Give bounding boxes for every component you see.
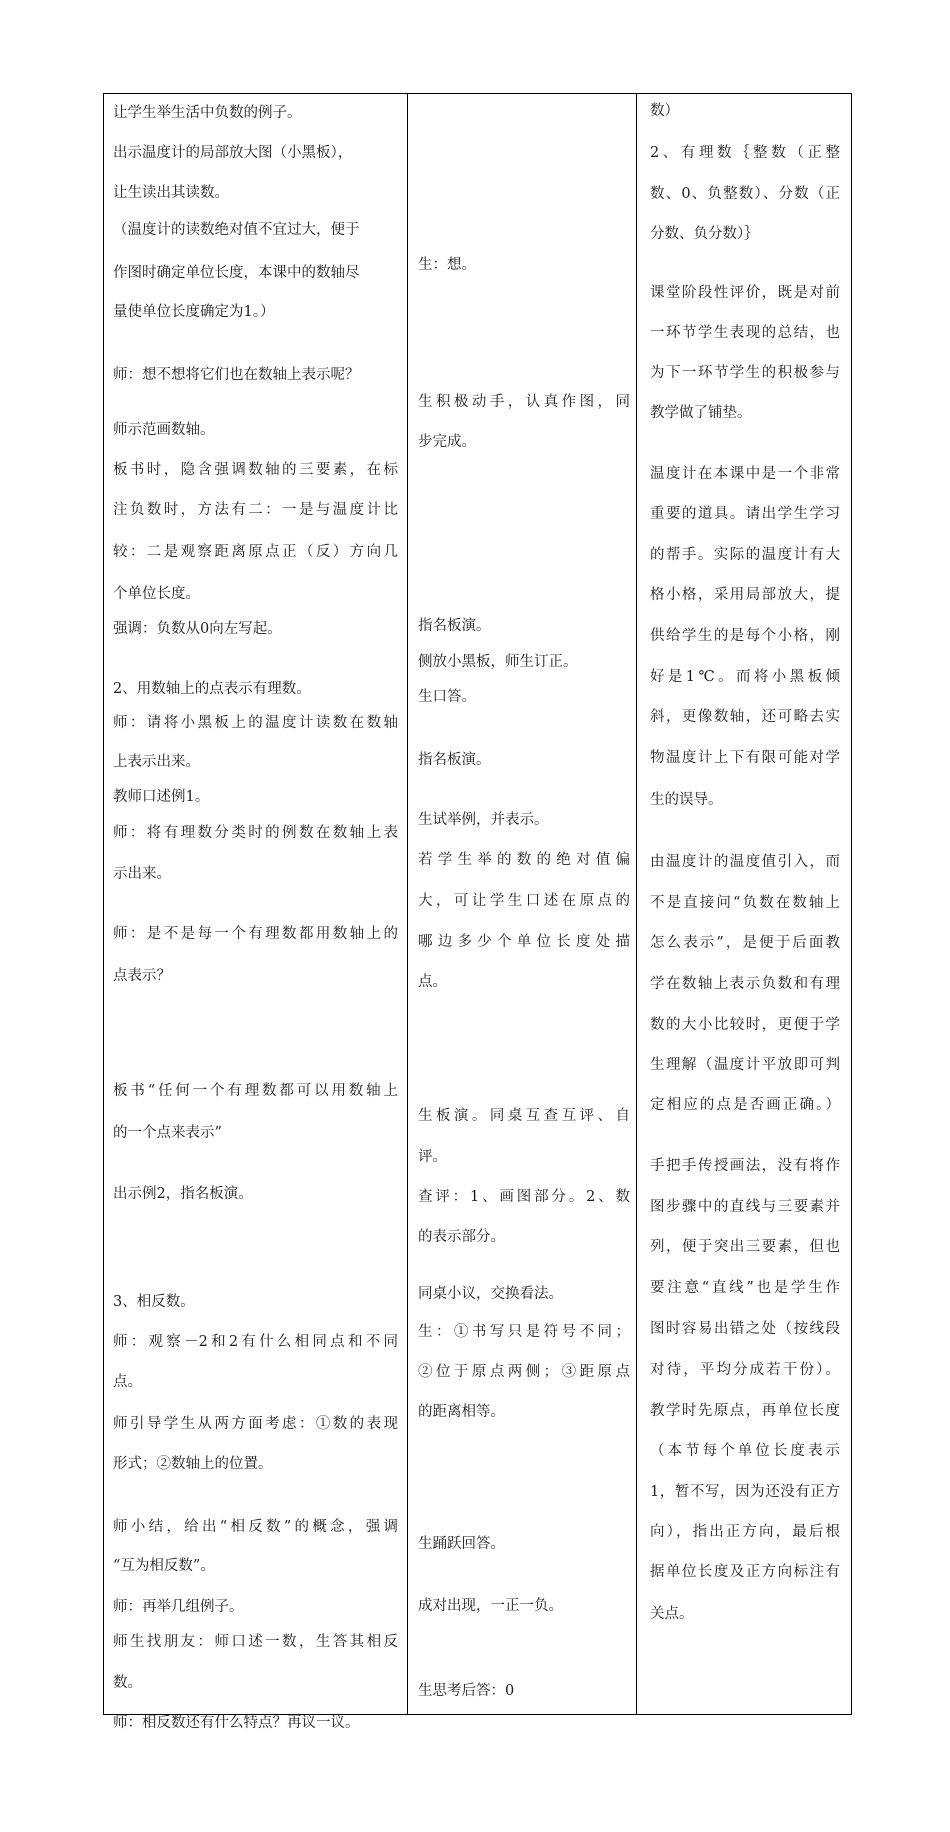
column-3-line: 一环节学生表现的总结，也 [650, 325, 840, 341]
column-1-line: “互为相反数”。 [113, 1558, 215, 1574]
column-1-line: 较：二是观察距离原点正（反）方向几 [113, 544, 398, 560]
column-3-line: 要注意“直线”也是学生作 [650, 1280, 840, 1296]
column-3-line: 温度计在本课中是一个非常 [650, 466, 840, 482]
column-3-line: 怎么表示”，是便于后面教 [650, 935, 840, 951]
column-2-line: 生思考后答：0 [418, 1683, 515, 1699]
column-3-line: 图步骤中的直线与三要素并 [650, 1199, 840, 1215]
column-2-line: 生踊跃回答。 [418, 1536, 505, 1552]
column-1-line: 让学生举生活中负数的例子。 [113, 105, 302, 121]
column-1-line: 强调：负数从0向左写起。 [113, 621, 282, 637]
column-1-line: 形式；②数轴上的位置。 [113, 1456, 273, 1472]
column-3-line: 生的误导。 [650, 792, 723, 808]
column-1-line: 注负数时，方法有二：一是与温度计比 [113, 502, 398, 518]
column-2-line: 成对出现，一正一负。 [418, 1598, 563, 1614]
column-divider-1 [407, 94, 408, 1714]
column-3-line: 好是1℃。而将小黑板倾 [650, 669, 840, 685]
column-3-line: 为下一环节学生的积极参与 [650, 365, 840, 381]
column-1-line: 出示例2，指名板演。 [113, 1186, 253, 1202]
column-1-line: 师：观察－2和2有什么相同点和不同 [113, 1334, 398, 1350]
column-3-line: 对待，平均分成若干份）。 [650, 1362, 840, 1378]
column-1-line: 师：是不是每一个有理数都用数轴上的 [113, 926, 398, 942]
column-3-line: 数） [650, 103, 679, 119]
column-2-line: 评。 [418, 1149, 447, 1165]
column-3-line: 据单位长度及正方向标注有 [650, 1564, 840, 1580]
column-2-line: 查评：1、画图部分。2、数 [418, 1189, 630, 1205]
column-1-line: 师：再举几组例子。 [113, 1599, 244, 1615]
column-1-line: 师生找朋友：师口述一数，生答其相反 [113, 1634, 398, 1650]
column-divider-2 [636, 94, 637, 1714]
column-2-line: 生积极动手，认真作图，同 [418, 394, 630, 410]
column-1-line: 师示范画数轴。 [113, 422, 215, 438]
column-3-line: 关点。 [650, 1606, 694, 1622]
column-1-line: 2、用数轴上的点表示有理数。 [113, 681, 311, 697]
column-2-line: 生试举例，并表示。 [418, 812, 549, 828]
column-3-line: 教学时先原点，再单位长度 [650, 1403, 840, 1419]
column-3-line: （本节每个单位长度表示 [650, 1443, 840, 1459]
column-2-line: 步完成。 [418, 434, 476, 450]
column-2-line: 的表示部分。 [418, 1229, 505, 1245]
column-1-line: 点表示？ [113, 968, 171, 984]
column-2-line: 生：①书写只是符号不同； [418, 1324, 630, 1340]
column-1-line: 师小结，给出“相反数”的概念，强调 [113, 1519, 398, 1535]
column-3-line: 供给学生的是每个小格，刚 [650, 628, 840, 644]
column-3-line: 教学做了铺垫。 [650, 405, 752, 421]
column-1-line: 师：相反数还有什么特点？再议一议。 [113, 1715, 360, 1731]
column-1-line: （温度计的读数绝对值不宜过大，便于 [113, 222, 360, 238]
column-2-line: 的距离相等。 [418, 1404, 505, 1420]
column-3-line: 2、有理数｛整数（正整 [650, 145, 840, 161]
column-1-line: 让生读出其读数。 [113, 185, 229, 201]
column-3-line: 数的大小比较时，更便于学 [650, 1017, 840, 1033]
column-3-line: 不是直接问“负数在数轴上 [650, 895, 840, 911]
column-3-line: 斜，更像数轴，还可略去实 [650, 709, 840, 725]
column-2-line: 同桌小议，交换看法。 [418, 1286, 563, 1302]
column-1-line: 出示温度计的局部放大图（小黑板）， [113, 145, 353, 161]
column-3-line: 的帮手。实际的温度计有大 [650, 547, 840, 563]
column-2-line: 大，可让学生口述在原点的 [418, 893, 630, 909]
column-3-line: 1，暂不写，因为还没有正方 [650, 1484, 840, 1500]
column-2-line: 生：想。 [418, 257, 476, 273]
column-1-line: 作图时确定单位长度，本课中的数轴尽 [113, 265, 360, 281]
column-1-line: 师：请将小黑板上的温度计读数在数轴 [113, 715, 398, 731]
column-3-line: 定相应的点是否画正确。） [650, 1097, 840, 1113]
column-2-line: 指名板演。 [418, 752, 491, 768]
column-3-line: 学在数轴上表示负数和有理 [650, 976, 840, 992]
column-1-line: 量使单位长度确定为1。） [113, 304, 275, 320]
column-3-line: 向），指出正方向，最后根 [650, 1524, 840, 1540]
column-2-line: 生口答。 [418, 689, 476, 705]
column-1-line: 上表示出来。 [113, 754, 200, 770]
column-1-line: 点。 [113, 1374, 142, 1390]
column-1-line: 板书时，隐含强调数轴的三要素，在标 [113, 462, 398, 478]
column-2-line: 生板演。同桌互查互评、自 [418, 1108, 630, 1124]
column-1-line: 示出来。 [113, 866, 171, 882]
column-3-line: 生理解（温度计平放即可判 [650, 1057, 840, 1073]
column-1-line: 师引导学生从两方面考虑：①数的表现 [113, 1416, 398, 1432]
column-1-line: 师：将有理数分类时的例数在数轴上表 [113, 825, 398, 841]
column-3-line: 格小格，采用局部放大，提 [650, 587, 840, 603]
column-3-line: 重要的道具。请出学生学习 [650, 506, 840, 522]
column-3-line: 手把手传授画法，没有将作 [650, 1158, 840, 1174]
column-1-line: 师：想不想将它们也在数轴上表示呢？ [113, 367, 360, 383]
column-1-line: 3、相反数。 [113, 1294, 195, 1310]
column-3-line: 物温度计上下有限可能对学 [650, 750, 840, 766]
column-2-line: ②位于原点两侧；③距原点 [418, 1364, 630, 1380]
column-3-line: 课堂阶段性评价，既是对前 [650, 285, 840, 301]
column-1-line: 板书“任何一个有理数都可以用数轴上 [113, 1083, 398, 1099]
column-1-line: 的一个点来表示” [113, 1125, 222, 1141]
column-3-line: 图时容易出错之处（按线段 [650, 1321, 840, 1337]
column-3-line: 由温度计的温度值引入，而 [650, 854, 840, 870]
column-1-line: 个单位长度。 [113, 586, 200, 602]
column-3-line: 列，便于突出三要素，但也 [650, 1239, 840, 1255]
column-2-line: 哪边多少个单位长度处描 [418, 934, 630, 950]
column-2-line: 指名板演。 [418, 618, 491, 634]
column-1-line: 数。 [113, 1675, 142, 1691]
column-2-line: 若学生举的数的绝对值偏 [418, 852, 630, 868]
column-3-line: 分数、负分数）｝ [650, 226, 759, 242]
column-2-line: 侧放小黑板，师生订正。 [418, 654, 578, 670]
column-3-line: 数、0、负整数）、分数（正 [650, 186, 840, 202]
column-2-line: 点。 [418, 974, 447, 990]
column-1-line: 教师口述例1。 [113, 789, 210, 805]
